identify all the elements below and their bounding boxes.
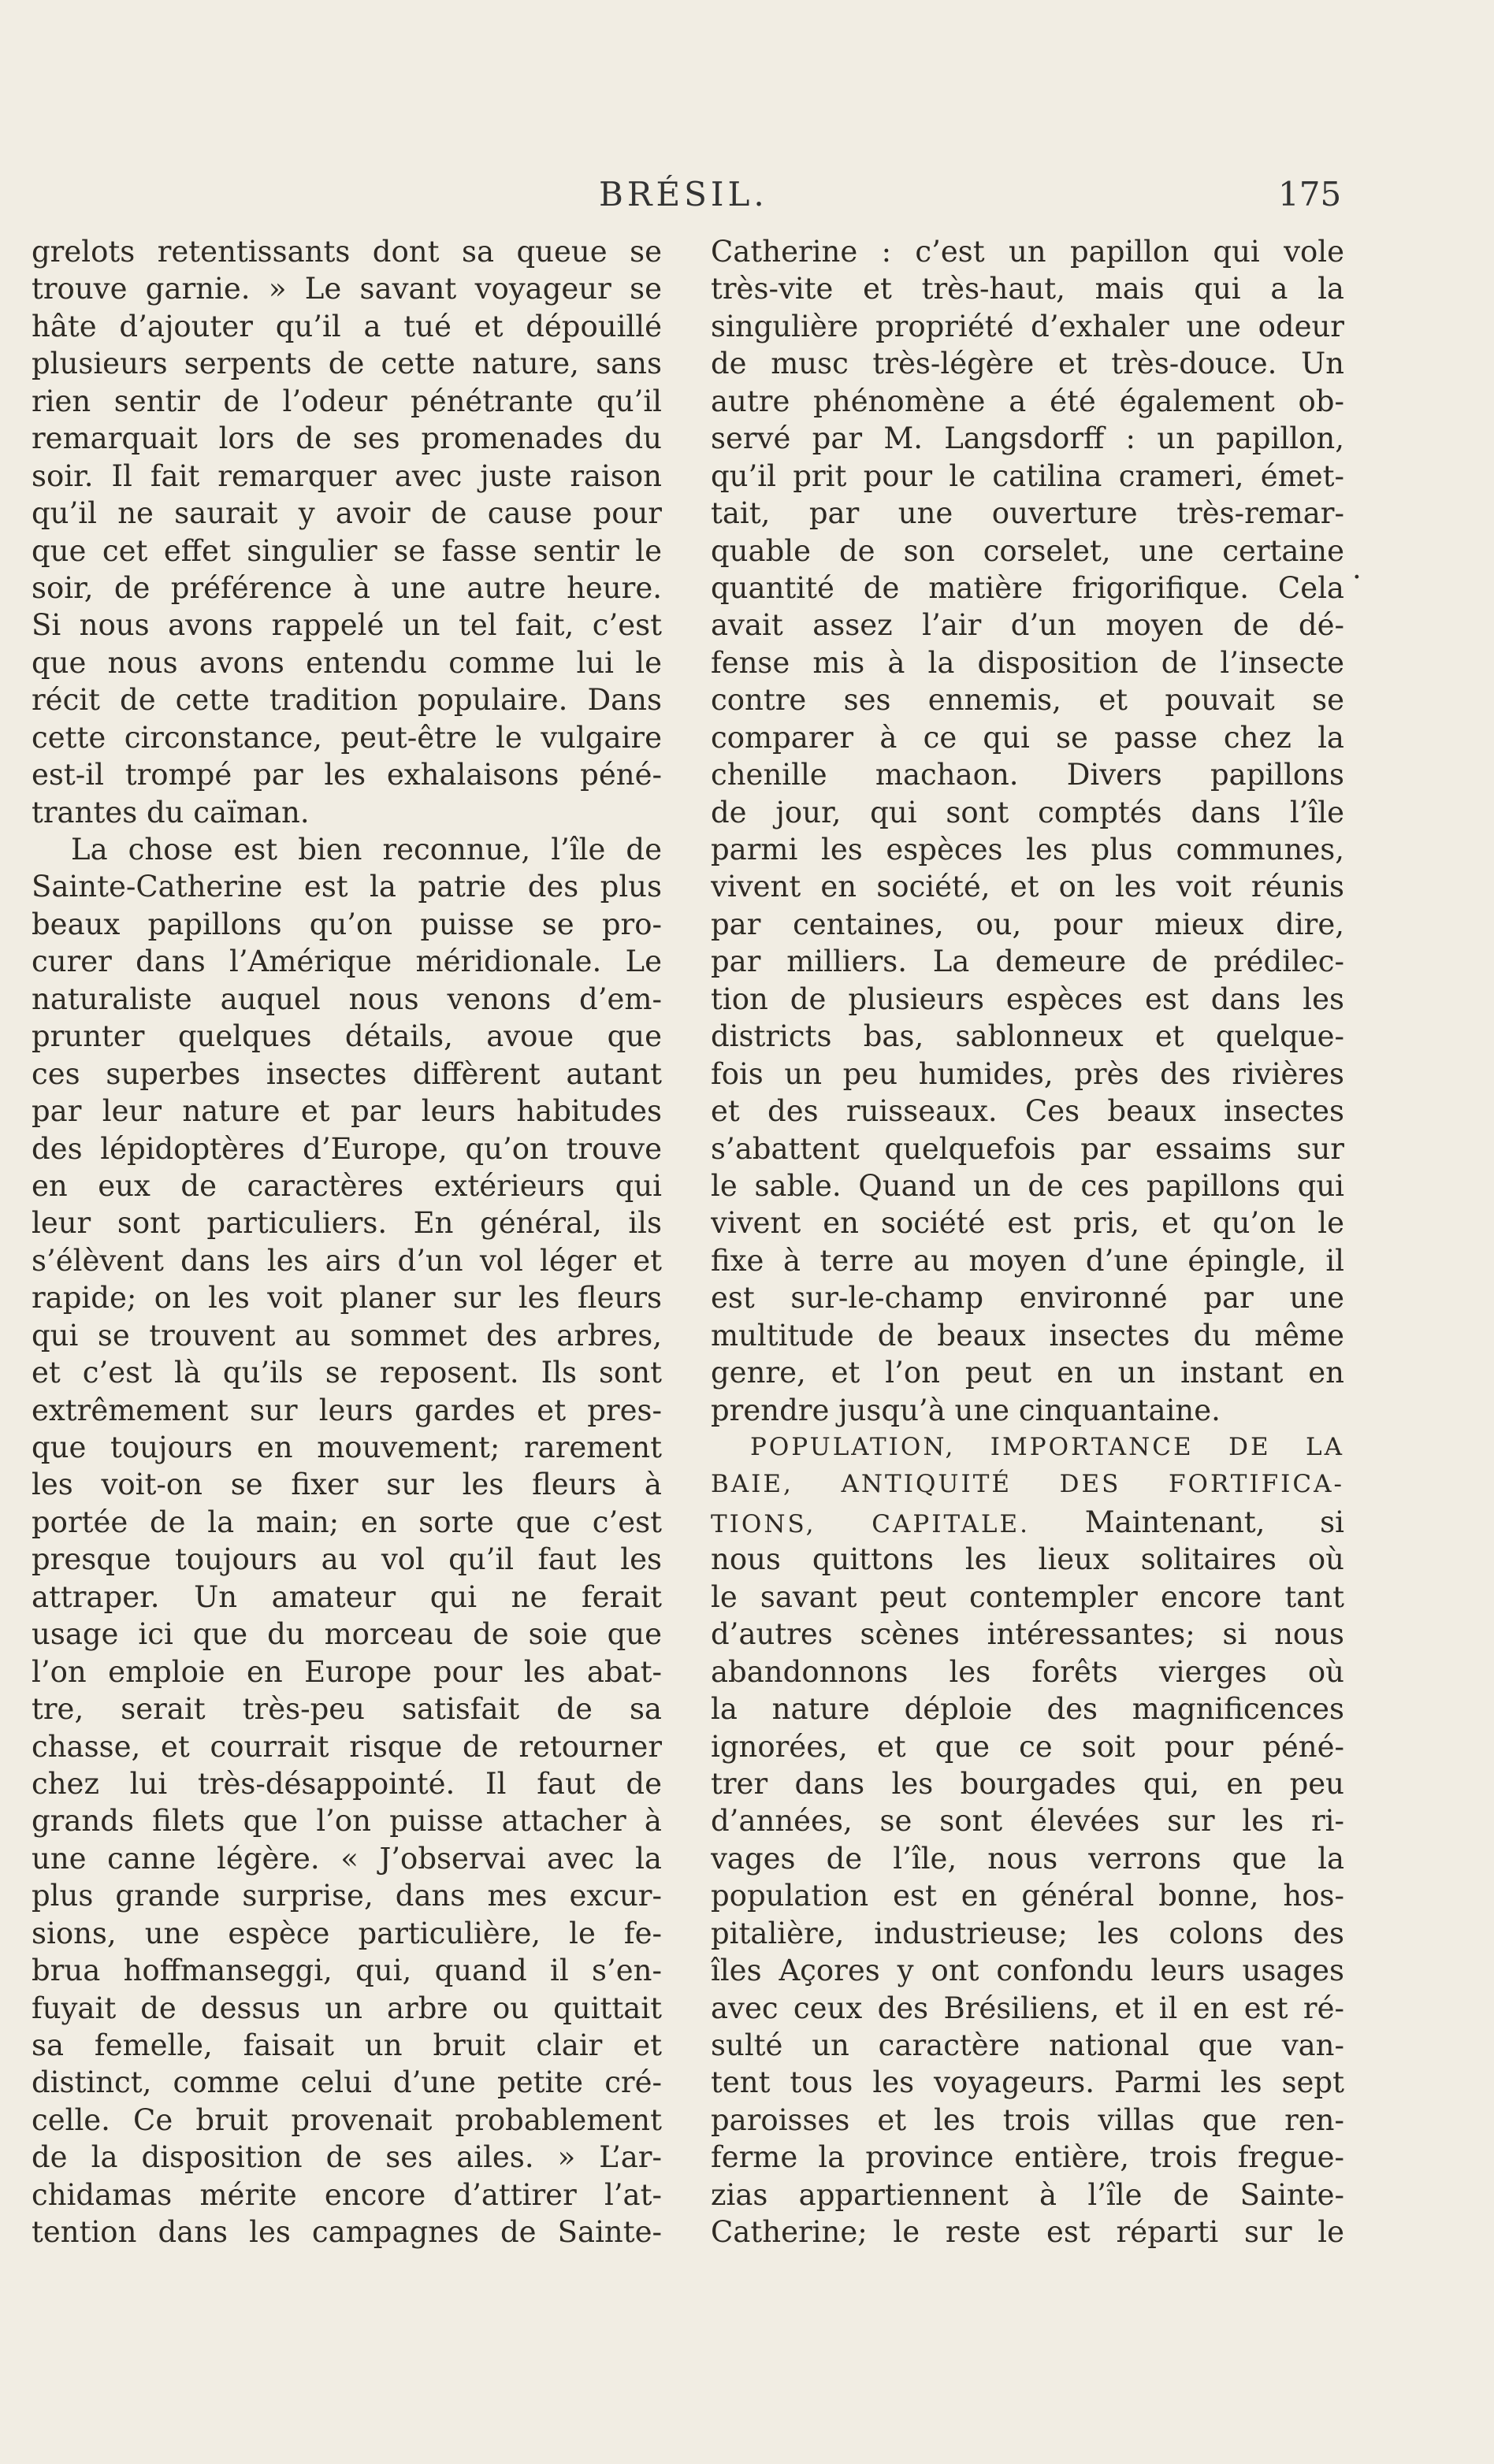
text-line: récit de cette tradition populaire. Dans — [32, 683, 662, 718]
text-line — [711, 1504, 1344, 1541]
text-line: très-vite et très-haut, mais qui a la — [711, 272, 1344, 306]
text-line: par centaines, ou, pour mieux dire, — [711, 907, 1344, 941]
text-line: curer dans l’Amérique méridionale. Le — [32, 944, 662, 979]
section-heading-fragment: TIONS, CAPITALE. — [711, 1509, 1030, 1538]
text-line: chidamas mérite encore d’attirer l’at- — [32, 2177, 662, 2212]
text-line: et des ruisseaux. Ces beaux insectes — [711, 1094, 1344, 1129]
text-line: abandonnons les forêts vierges où — [711, 1654, 1344, 1689]
text-line: Catherine; le reste est réparti sur le — [711, 2215, 1344, 2250]
text-line: plus grande surprise, dans mes excur- — [32, 1879, 662, 1913]
text-line: de musc très-légère et très-douce. Un — [711, 347, 1344, 381]
text-line: zias appartiennent à l’île de Sainte- — [711, 2177, 1344, 2212]
text-line: leur sont particuliers. En général, ils — [32, 1206, 662, 1241]
text-line: genre, et l’on peut en un instant en — [711, 1356, 1344, 1390]
text-fragment: Maintenant, si — [1029, 1505, 1344, 1539]
text-line: POPULATION, IMPORTANCE DE LA — [750, 1433, 1344, 1461]
text-line: que toujours en mouvement; rarement — [32, 1431, 662, 1464]
text-line: l’on emploie en Europe pour les abat- — [32, 1654, 662, 1689]
text-line: est-il trompé par les exhalaisons péné- — [32, 758, 662, 792]
text-line: districts bas, sablonneux et quelque- — [711, 1019, 1344, 1054]
text-line: Si nous avons rappelé un tel fait, c’est — [32, 608, 662, 643]
text-line: qu’il ne saurait y avoir de cause pour — [32, 496, 662, 531]
text-line: contre ses ennemis, et pouvait se — [711, 683, 1344, 718]
text-line: population est en général bonne, hos- — [711, 1879, 1344, 1913]
text-line: parmi les espèces les plus communes, — [711, 833, 1344, 866]
text-line: fois un peu humides, près des rivières — [711, 1056, 1344, 1091]
text-line: chenille machaon. Divers papillons — [711, 758, 1344, 792]
text-line: Catherine : c’est un papillon qui vole — [711, 235, 1344, 269]
text-line: des lépidoptères d’Europe, qu’on trouve — [32, 1131, 662, 1166]
text-line: le savant peut contempler encore tant — [711, 1579, 1344, 1614]
running-title: BRÉSIL. — [599, 175, 768, 213]
text-line: vages de l’île, nous verrons que la — [711, 1841, 1344, 1876]
page-header — [0, 175, 1494, 222]
text-line: qu’il prit pour le catilina crameri, émet- — [711, 458, 1344, 493]
text-line: presque toujours au vol qu’il faut les — [32, 1542, 662, 1577]
text-line: fense mis à la disposition de l’insecte — [711, 645, 1344, 680]
text-line: paroisses et les trois villas que ren- — [711, 2102, 1344, 2137]
text-line: grands filets que l’on puisse attacher à — [32, 1804, 662, 1839]
text-line: cette circonstance, peut-être le vulgaire — [32, 720, 662, 755]
text-line: par leur nature et par leurs habitudes — [32, 1094, 662, 1129]
text-line: tait, par une ouverture très-remar- — [711, 496, 1344, 531]
text-line: nous quittons les lieux solitaires où — [711, 1542, 1344, 1577]
text-line: portée de la main; en sorte que c’est — [32, 1505, 662, 1539]
text-line: multitude de beaux insectes du même — [711, 1318, 1344, 1353]
text-line: attraper. Un amateur qui ne ferait — [32, 1579, 662, 1614]
text-line: fixe à terre au moyen d’une épingle, il — [711, 1243, 1344, 1278]
text-line: trer dans les bourgades qui, en peu — [711, 1766, 1344, 1801]
right-text-column — [711, 233, 1344, 2251]
text-line: BAIE, ANTIQUITÉ DES FORTIFICA- — [711, 1470, 1344, 1499]
text-line: usage ici que du morceau de soie que — [32, 1617, 662, 1652]
text-line: tent tous les voyageurs. Parmi les sept — [711, 2065, 1344, 2100]
text-line: brua hoffmanseggi, qui, quand il s’en- — [32, 1954, 662, 1988]
text-line: vivent en société, et on les voit réunis — [711, 870, 1344, 904]
text-line: d’années, se sont élevées sur les ri- — [711, 1804, 1344, 1839]
text-line: avait assez l’air d’un moyen de dé- — [711, 608, 1344, 643]
text-line: de la disposition de ses ailes. » L’ar- — [32, 2140, 662, 2175]
text-line: est sur-le-champ environné par une — [711, 1281, 1344, 1315]
text-line: quable de son corselet, une certaine — [711, 533, 1344, 568]
text-line: distinct, comme celui d’une petite cré- — [32, 2065, 662, 2100]
text-line: tention dans les campagnes de Sainte- — [32, 2215, 662, 2250]
text-line: La chose est bien reconnue, l’île de — [71, 833, 662, 866]
text-line: autre phénomène a été également ob- — [711, 384, 1344, 418]
text-line: hâte d’ajouter qu’il a tué et dépouillé — [32, 309, 662, 343]
text-line: celle. Ce bruit provenait probablement — [32, 2102, 662, 2137]
text-line: s’élèvent dans les airs d’un vol léger et — [32, 1243, 662, 1278]
text-line: sions, une espèce particulière, le fe- — [32, 1916, 662, 1950]
text-line: extrêmement sur leurs gardes et pres- — [32, 1393, 662, 1427]
left-text-column — [32, 233, 662, 2251]
text-line: les voit-on se fixer sur les fleurs à — [32, 1468, 662, 1502]
text-line: plusieurs serpents de cette nature, sans — [32, 347, 662, 381]
text-line: remarquait lors de ses promenades du — [32, 421, 662, 456]
text-line: trouve garnie. » Le savant voyageur se — [32, 272, 662, 306]
text-line: une canne légère. « J’observai avec la — [32, 1841, 662, 1876]
page-number: 175 — [1278, 175, 1342, 213]
text-line: tion de plusieurs espèces est dans les — [711, 982, 1344, 1016]
text-line: ignorées, et que ce soit pour péné- — [711, 1729, 1344, 1764]
text-line: beaux papillons qu’on puisse se pro- — [32, 907, 662, 941]
text-line: tre, serait très-peu satisfait de sa — [32, 1692, 662, 1727]
text-line: trantes du caïman. — [32, 795, 310, 829]
text-line: comparer à ce qui se passe chez la — [711, 720, 1344, 755]
text-line: prunter quelques détails, avoue que — [32, 1019, 662, 1054]
text-line: chasse, et courrait risque de retourner — [32, 1729, 662, 1764]
text-line: ces superbes insectes diffèrent autant — [32, 1056, 662, 1091]
text-line: îles Açores y ont confondu leurs usages — [711, 1954, 1344, 1988]
text-line: singulière propriété d’exhaler une odeur — [711, 309, 1344, 343]
text-line: le sable. Quand un de ces papillons qui — [711, 1168, 1344, 1203]
text-line: pitalière, industrieuse; les colons des — [711, 1916, 1344, 1950]
margin-mark: . — [1352, 551, 1362, 585]
text-line: grelots retentissants dont sa queue se — [32, 235, 662, 269]
text-line: qui se trouvent au sommet des arbres, — [32, 1318, 662, 1353]
text-line: chez lui très-désappointé. Il faut de — [32, 1766, 662, 1801]
text-line: quantité de matière frigorifique. Cela — [711, 570, 1344, 605]
text-line: la nature déploie des magnificences — [711, 1692, 1344, 1727]
text-line: naturaliste auquel nous venons d’em- — [32, 982, 662, 1016]
text-line: fuyait de dessus un arbre ou quittait — [32, 1991, 662, 2025]
text-line: par milliers. La demeure de prédilec- — [711, 944, 1344, 979]
text-line: Sainte-Catherine est la patrie des plus — [32, 870, 662, 904]
text-line: en eux de caractères extérieurs qui — [32, 1168, 662, 1203]
text-line: rien sentir de l’odeur pénétrante qu’il — [32, 384, 662, 418]
text-line: servé par M. Langsdorff : un papillon, — [711, 421, 1344, 456]
text-line: soir, de préférence à une autre heure. — [32, 570, 662, 605]
text-line: vivent en société est pris, et qu’on le — [711, 1206, 1344, 1241]
text-line: que nous avons entendu comme lui le — [32, 645, 662, 680]
text-line: s’abattent quelquefois par essaims sur — [711, 1131, 1344, 1166]
text-line: ferme la province entière, trois fregue- — [711, 2140, 1344, 2175]
text-line: d’autres scènes intéressantes; si nous — [711, 1617, 1344, 1652]
text-line: sulté un caractère national que van- — [711, 2028, 1344, 2062]
text-line: sa femelle, faisait un bruit clair et — [32, 2028, 662, 2062]
text-line: rapide; on les voit planer sur les fleurs — [32, 1281, 662, 1315]
text-line: avec ceux des Brésiliens, et il en est ré- — [711, 1991, 1344, 2025]
text-line: que cet effet singulier se fasse sentir le — [32, 533, 662, 568]
text-line: prendre jusqu’à une cinquantaine. — [711, 1393, 1221, 1427]
text-line: et c’est là qu’ils se reposent. Ils sont — [32, 1356, 662, 1390]
text-line: de jour, qui sont comptés dans l’île — [711, 795, 1344, 829]
text-line: soir. Il fait remarquer avec juste raison — [32, 458, 662, 493]
